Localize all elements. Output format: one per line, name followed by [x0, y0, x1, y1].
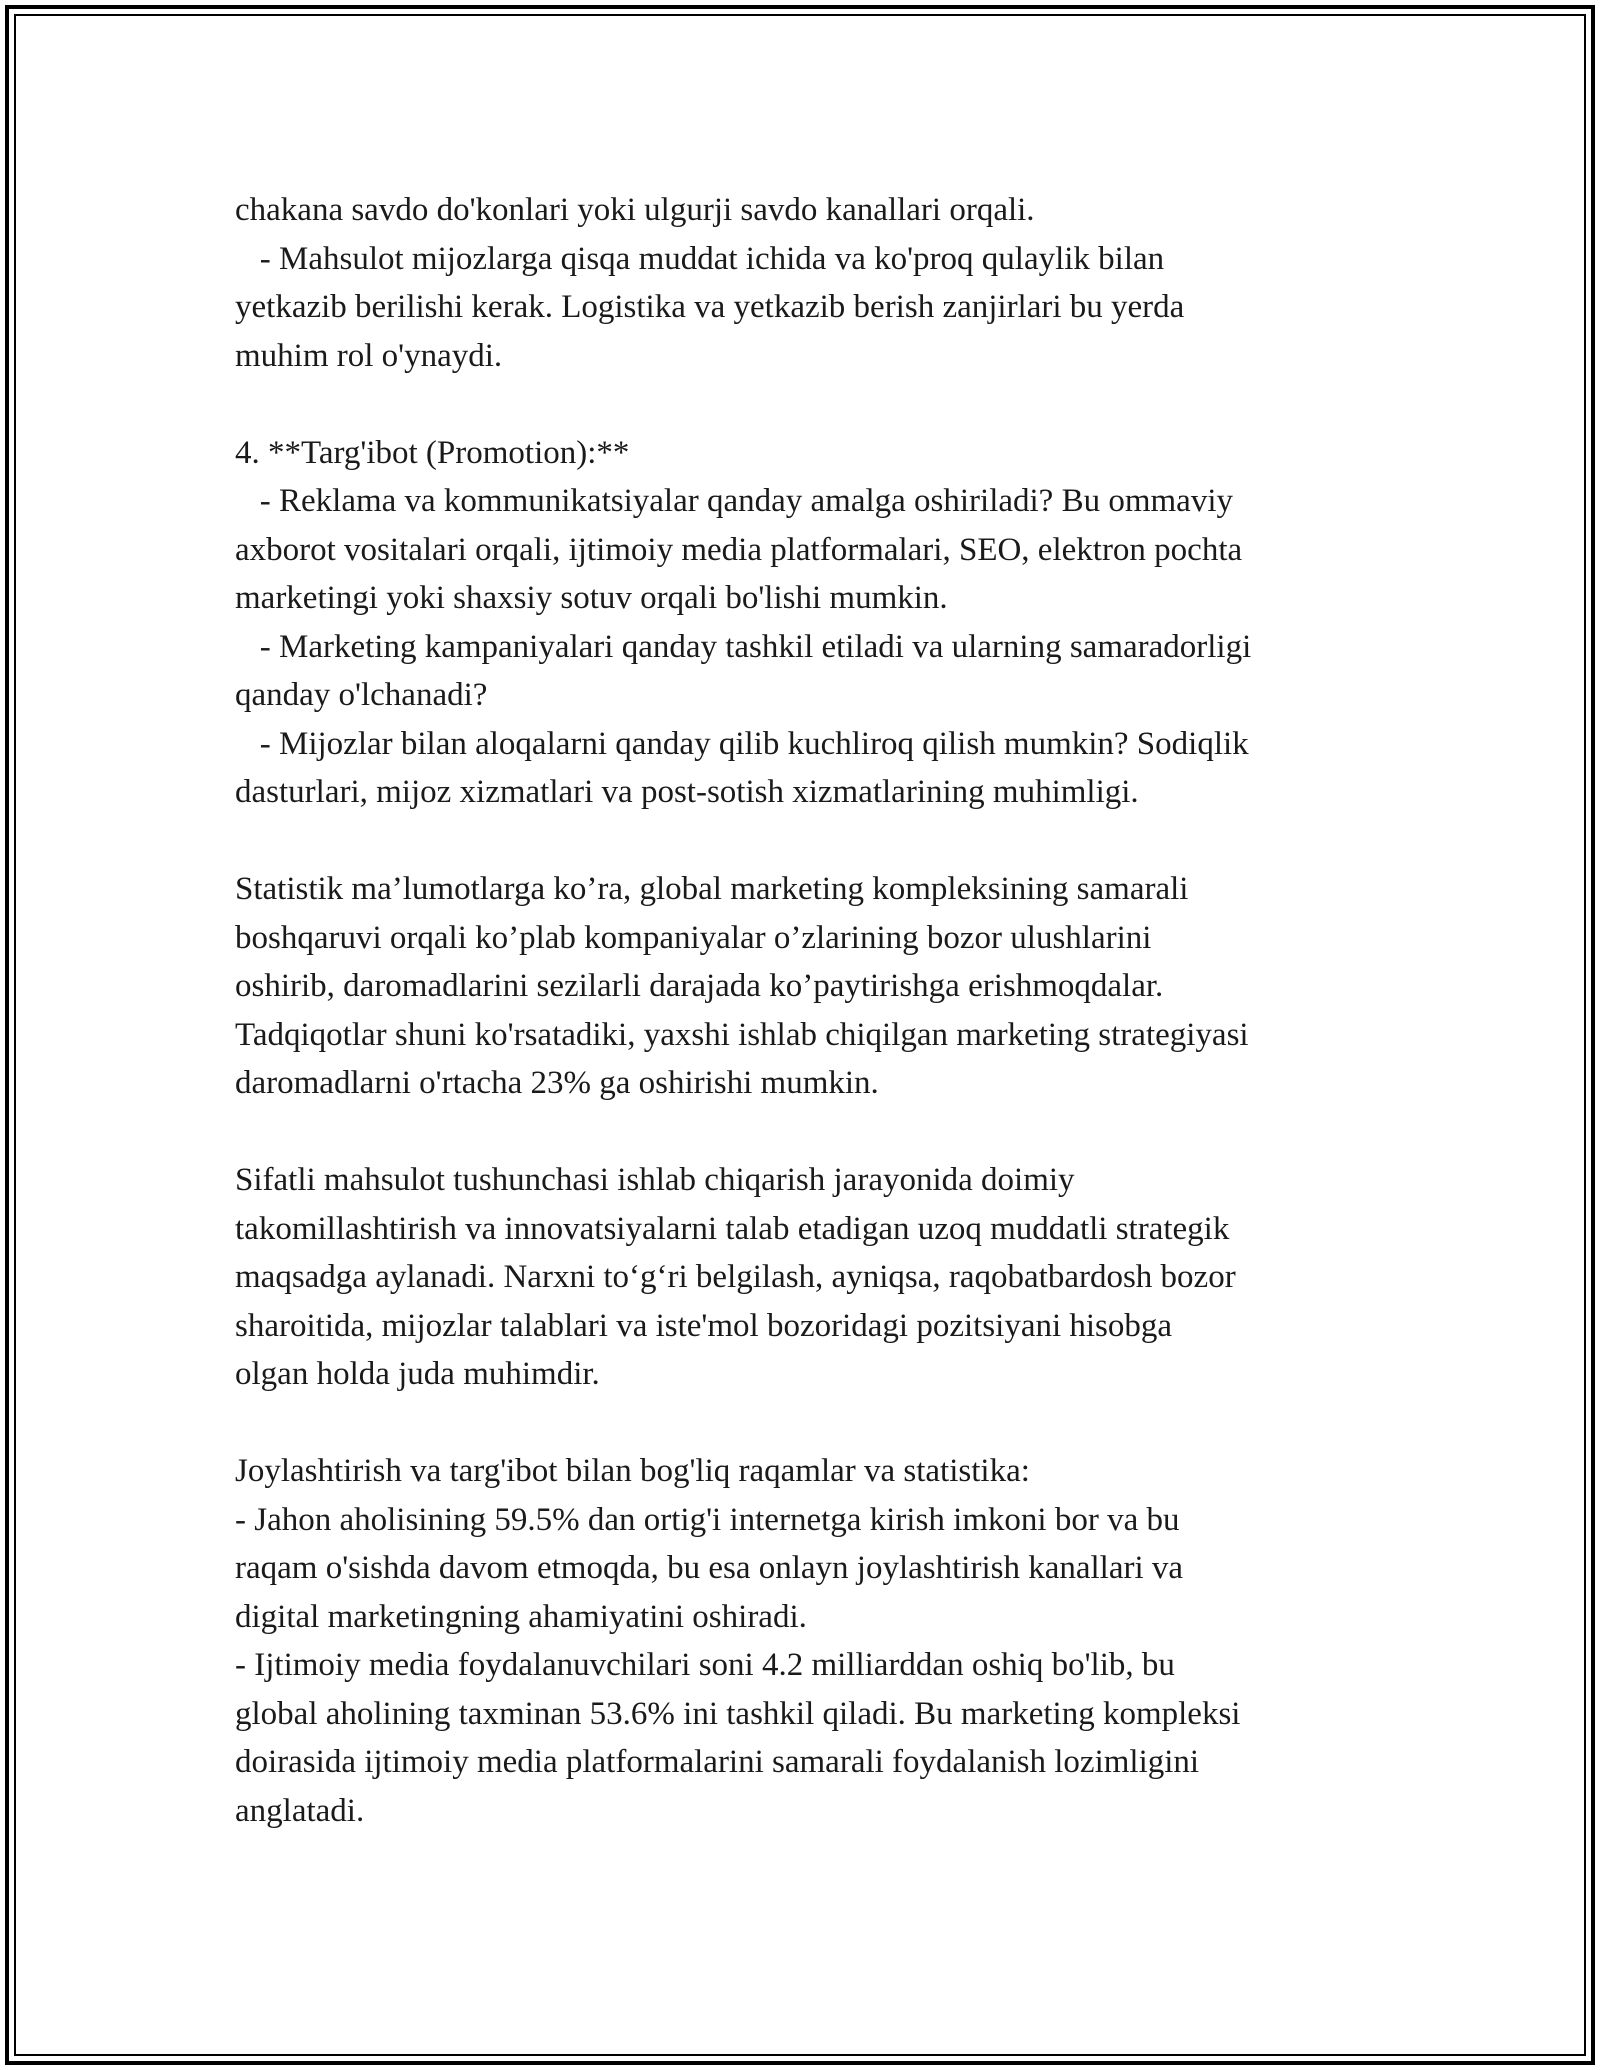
- text-line: marketingi yoki shaxsiy sotuv orqali bo'lishi mumkin.: [235, 580, 948, 616]
- text-line: - Mahsulot mijozlarga qisqa muddat ichida va ko'proq qulaylik bilan: [235, 240, 1165, 277]
- paragraph-spacer: [235, 380, 1395, 429]
- text-line: olgan holda juda muhimdir.: [235, 1356, 600, 1392]
- text-line: chakana savdo do'konlari yoki ulgurji savdo kanallari orqali.: [235, 192, 1035, 228]
- text-line: - Jahon aholisining 59.5% dan ortig'i internetga kirish imkoni bor va bu: [235, 1501, 1180, 1538]
- text-line: oshirib, daromadlarini sezilarli darajada ko’paytirishga erishmoqdalar.: [235, 968, 1164, 1004]
- text-line: Joylashtirish va targ'ibot bilan bog'liq raqamlar va statistika:: [235, 1453, 1030, 1489]
- text-line: sharoitida, mijozlar talablari va iste'mol bozoridagi pozitsiyani hisobga: [235, 1307, 1173, 1344]
- text-line: global aholining taxminan 53.6% ini tashkil qiladi. Bu marketing kompleksi: [235, 1695, 1241, 1732]
- text-line: raqam o'sishda davom etmoqda, bu esa onlayn joylashtirish kanallari va: [235, 1550, 1184, 1586]
- text-line: axborot vositalari orqali, ijtimoiy media platformalari, SEO, elektron pochta: [235, 531, 1243, 568]
- text-line: - Ijtimoiy media foydalanuvchilari soni 4.2 milliarddan oshiq bo'lib, bu: [235, 1647, 1175, 1683]
- document-body: [235, 186, 1395, 1835]
- text-line: boshqaruvi orqali ko’plab kompaniyalar o’zlarining bozor ulushlarini: [235, 919, 1152, 956]
- paragraph-spacer: [235, 817, 1395, 866]
- text-line: digital marketingning ahamiyatini oshiradi.: [235, 1598, 807, 1635]
- text-line: anglatadi.: [235, 1792, 365, 1829]
- text-line: qanday o'lchanadi?: [235, 677, 488, 713]
- text-line: - Marketing kampaniyalari qanday tashkil etiladi va ularning samaradorligi: [235, 628, 1252, 665]
- text-line: Sifatli mahsulot tushunchasi ishlab chiqarish jarayonida doimiy: [235, 1162, 1075, 1198]
- text-line: Statistik ma’lumotlarga ko’ra, global marketing kompleksining samarali: [235, 871, 1189, 907]
- text-line: - Mijozlar bilan aloqalarni qanday qilib kuchliroq qilish mumkin? Sodiqlik: [235, 725, 1249, 762]
- text-line: takomillashtirish va innovatsiyalarni talab etadigan uzoq muddatli strategik: [235, 1210, 1230, 1247]
- text-line: muhim rol o'ynaydi.: [235, 337, 503, 374]
- paragraph-spacer: [235, 1108, 1395, 1157]
- paragraph-spacer: [235, 1399, 1395, 1448]
- text-line: daromadlarni o'rtacha 23% ga oshirishi mumkin.: [235, 1065, 879, 1101]
- text-line: dasturlari, mijoz xizmatlari va post-sotish xizmatlarining muhimligi.: [235, 774, 1139, 810]
- text-line: doirasida ijtimoiy media platformalarini samarali foydalanish lozimligini: [235, 1744, 1200, 1780]
- text-line: - Reklama va kommunikatsiyalar qanday amalga oshiriladi? Bu ommaviy: [235, 483, 1233, 519]
- text-line: Tadqiqotlar shuni ko'rsatadiki, yaxshi ishlab chiqilgan marketing strategiyasi: [235, 1016, 1249, 1053]
- text-line: yetkazib berilishi kerak. Logistika va yetkazib berish zanjirlari bu yerda: [235, 289, 1185, 325]
- section-heading: 4. **Targ'ibot (Promotion):**: [235, 434, 630, 471]
- text-line: maqsadga aylanadi. Narxni to‘g‘ri belgilash, ayniqsa, raqobatbardosh bozor: [235, 1259, 1236, 1295]
